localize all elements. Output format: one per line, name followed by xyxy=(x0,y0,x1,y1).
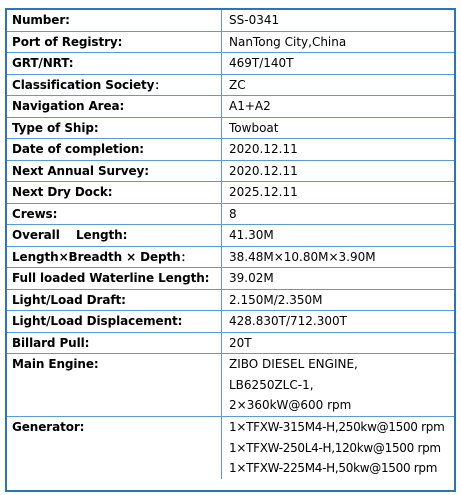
row-label: GRT/NRT: xyxy=(7,53,222,75)
row-value: 38.48M×10.80M×3.90M xyxy=(222,246,455,268)
row-value: 2020.12.11 xyxy=(222,139,455,161)
table-row xyxy=(7,289,454,311)
spec-table-frame xyxy=(5,8,456,492)
table-row xyxy=(7,203,454,225)
generator-value xyxy=(222,417,455,479)
table-row xyxy=(7,117,454,139)
table-row xyxy=(7,182,454,204)
row-value: Towboat xyxy=(222,117,455,139)
ship-spec-table xyxy=(7,10,454,479)
row-label: Next Annual Survey: xyxy=(7,160,222,182)
row-label: Full loaded Waterline Length: xyxy=(7,268,222,290)
row-value: 2.150M/2.350M xyxy=(222,289,455,311)
row-label: Date of completion: xyxy=(7,139,222,161)
main-engine-line: LB6250ZLC-1, xyxy=(229,377,314,392)
main-engine-line: 2×360kW@600 rpm xyxy=(229,398,352,412)
row-label: Crews: xyxy=(7,203,222,225)
row-value: NanTong City,China xyxy=(222,31,455,53)
table-row-main-engine xyxy=(7,354,454,417)
row-value: 8 xyxy=(222,203,455,225)
row-value: 2025.12.11 xyxy=(222,182,455,204)
row-value: 2020.12.11 xyxy=(222,160,455,182)
row-value: 39.02M xyxy=(222,268,455,290)
table-row xyxy=(7,332,454,354)
main-engine-line: ZIBO DIESEL ENGINE, xyxy=(229,357,358,371)
table-row xyxy=(7,53,454,75)
table-row xyxy=(7,96,454,118)
row-label: Port of Registry: xyxy=(7,31,222,53)
row-label: Next Dry Dock: xyxy=(7,182,222,204)
row-label: Length×Breadth × Depth： xyxy=(7,246,222,268)
row-value: ZC xyxy=(222,74,455,96)
table-row xyxy=(7,10,454,31)
row-label: Classification Society： xyxy=(7,74,222,96)
row-label: Type of Ship: xyxy=(7,117,222,139)
table-row xyxy=(7,160,454,182)
row-label: Light/Load Draft: xyxy=(7,289,222,311)
row-label: Overall Length: xyxy=(7,225,222,247)
row-label: Navigation Area: xyxy=(7,96,222,118)
row-value: A1+A2 xyxy=(222,96,455,118)
main-engine-value xyxy=(222,354,455,417)
table-row xyxy=(7,268,454,290)
table-row xyxy=(7,74,454,96)
row-label: Number: xyxy=(7,10,222,31)
generator-label: Generator: xyxy=(7,417,222,479)
generator-line: 1×TFXW-315M4-H,250kw@1500 rpm xyxy=(229,420,445,434)
row-value: 20T xyxy=(222,332,455,354)
generator-line: 1×TFXW-225M4-H,50kw@1500 rpm xyxy=(229,461,438,475)
table-row xyxy=(7,225,454,247)
row-label: Light/Load Displacement: xyxy=(7,311,222,333)
generator-line: 1×TFXW-250L4-H,120kw@1500 rpm xyxy=(229,440,441,455)
row-value: SS-0341 xyxy=(222,10,455,31)
row-value: 41.30M xyxy=(222,225,455,247)
main-engine-label: Main Engine: xyxy=(7,354,222,417)
row-label: Billard Pull: xyxy=(7,332,222,354)
table-row-generator xyxy=(7,417,454,479)
table-row xyxy=(7,139,454,161)
table-row xyxy=(7,311,454,333)
table-row xyxy=(7,246,454,268)
row-value: 469T/140T xyxy=(222,53,455,75)
table-row xyxy=(7,31,454,53)
row-value: 428.830T/712.300T xyxy=(222,311,455,333)
